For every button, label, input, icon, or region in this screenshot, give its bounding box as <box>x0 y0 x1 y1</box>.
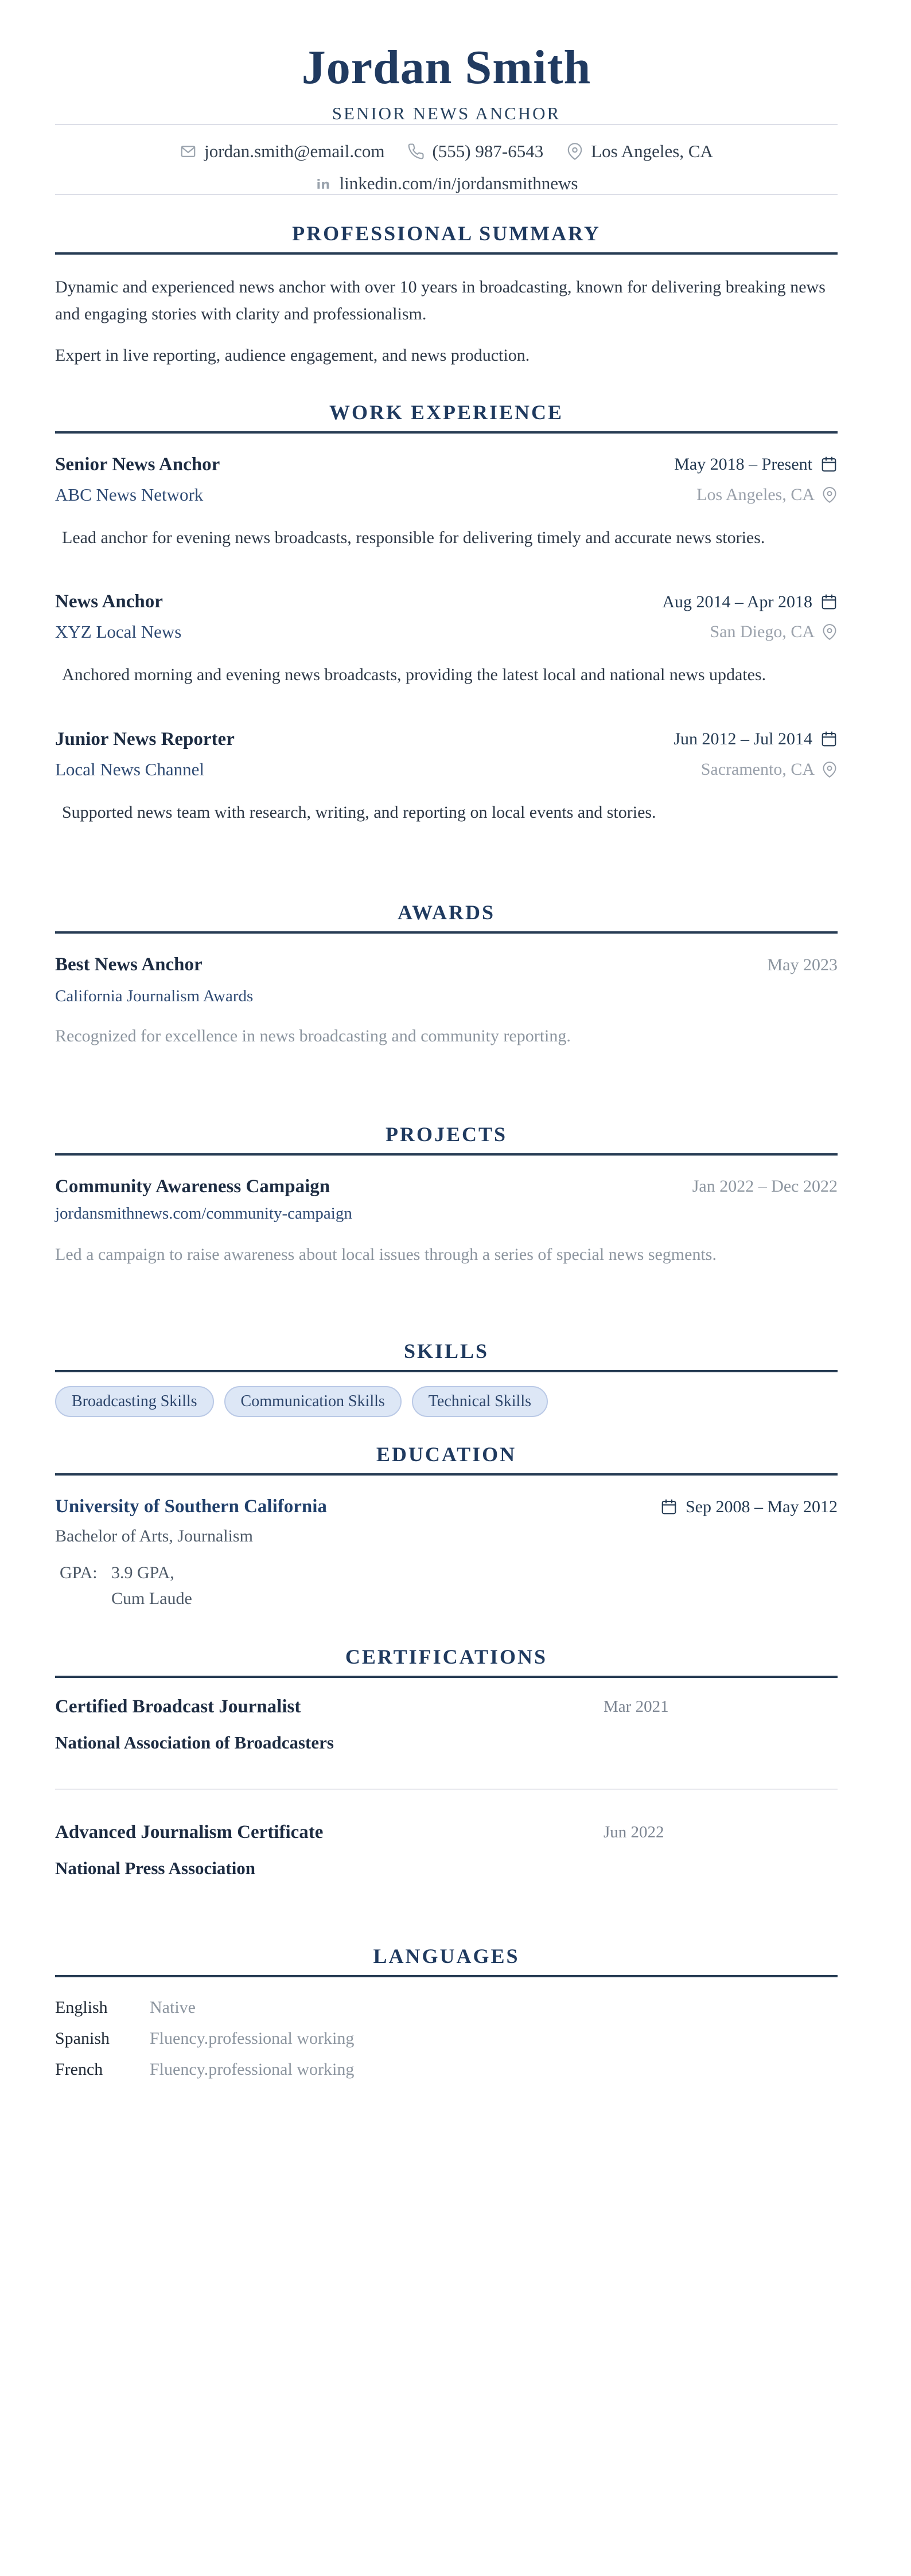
award-entry <box>55 954 838 1050</box>
project-description: Led a campaign to raise awareness about local issues through a series of special news segments. <box>55 1244 717 1264</box>
section-education <box>55 1442 838 1611</box>
language-row <box>55 2029 838 2048</box>
language-level: Native <box>150 1998 196 2017</box>
contact-location <box>566 141 713 162</box>
divider <box>55 124 838 125</box>
gpa-value: 3.9 GPA, <box>111 1563 174 1583</box>
person-job-title: SENIOR NEWS ANCHOR <box>332 103 561 124</box>
certifications-section-title: CERTIFICATIONS <box>345 1645 548 1669</box>
job-title: News Anchor <box>55 591 163 612</box>
school-name: University of Southern California <box>55 1496 327 1517</box>
resume-page <box>55 0 838 2079</box>
job-dates-text: Aug 2014 – Apr 2018 <box>662 592 812 611</box>
job-location-text: Los Angeles, CA <box>696 485 815 504</box>
certification-entry <box>55 1696 838 1753</box>
work-entry <box>55 729 838 826</box>
svg-text:in: in <box>316 177 330 193</box>
gpa-label: GPA: <box>60 1563 98 1583</box>
email-icon <box>180 143 197 160</box>
section-underline <box>55 1153 838 1156</box>
section-summary <box>55 221 838 369</box>
contact-email[interactable] <box>180 141 384 162</box>
job-location-text: San Diego, CA <box>710 622 815 642</box>
work-entry <box>55 591 838 689</box>
job-title: Junior News Reporter <box>55 728 235 750</box>
job-location <box>710 622 838 642</box>
certification-issuer: National Press Association <box>55 1858 256 1879</box>
project-entry <box>55 1176 838 1269</box>
certification-name: Advanced Journalism Certificate <box>55 1822 324 1843</box>
summary-paragraph-2: Expert in live reporting, audience engagement, and news production. <box>55 346 530 365</box>
contact-linkedin[interactable] <box>315 173 578 194</box>
work-section-title: WORK EXPERIENCE <box>329 400 564 424</box>
project-name: Community Awareness Campaign <box>55 1176 330 1197</box>
job-dates <box>673 729 838 749</box>
job-description: Anchored morning and evening news broadcasts, providing the latest local and national news updates. <box>62 665 766 685</box>
section-underline <box>55 1473 838 1476</box>
calendar-icon <box>820 456 838 473</box>
awards-section-title: AWARDS <box>397 901 496 924</box>
section-underline <box>55 1975 838 1977</box>
calendar-icon <box>660 1498 678 1516</box>
languages-list <box>55 1998 838 2079</box>
company-name: ABC News Network <box>55 484 204 505</box>
project-dates: Jan 2022 – Dec 2022 <box>692 1177 838 1196</box>
education-section-title: EDUCATION <box>376 1443 517 1466</box>
job-description: Supported news team with research, writing, and reporting on local events and stories. <box>62 802 656 822</box>
skills-section-title: SKILLS <box>403 1340 489 1363</box>
gpa-block <box>60 1560 838 1611</box>
skill-pill: Technical Skills <box>412 1386 548 1417</box>
section-underline <box>55 431 838 434</box>
section-underline <box>55 1676 838 1678</box>
person-name: Jordan Smith <box>301 41 591 94</box>
contact-linkedin-text: linkedin.com/in/jordansmithnews <box>339 173 578 194</box>
linkedin-icon <box>315 175 332 192</box>
section-languages <box>55 1944 838 2079</box>
summary-paragraph-1: Dynamic and experienced news anchor with over 10 years in broadcasting, known for delivering breaking news and engaging stories with clarity and professionalism. <box>55 278 826 323</box>
calendar-icon <box>820 594 838 611</box>
company-name: XYZ Local News <box>55 622 182 642</box>
job-dates <box>662 592 838 612</box>
section-work-experience <box>55 400 838 826</box>
work-entry <box>55 454 838 552</box>
contact-row-secondary <box>55 173 838 194</box>
job-title: Senior News Anchor <box>55 454 220 475</box>
contact-location-text: Los Angeles, CA <box>591 141 713 162</box>
calendar-icon <box>820 731 838 748</box>
degree-name: Bachelor of Arts, Journalism <box>55 1527 253 1546</box>
contact-phone-text: (555) 987-6543 <box>432 141 544 162</box>
section-skills <box>55 1339 838 1417</box>
job-location <box>696 485 838 505</box>
languages-section-title: LANGUAGES <box>373 1945 520 1968</box>
job-dates-text: Jun 2012 – Jul 2014 <box>673 729 812 749</box>
location-pin-icon <box>566 143 583 160</box>
job-dates-text: May 2018 – Present <box>674 455 812 474</box>
award-date: May 2023 <box>767 955 838 974</box>
certification-name: Certified Broadcast Journalist <box>55 1696 301 1718</box>
project-link[interactable]: jordansmithnews.com/community-campaign <box>55 1204 352 1223</box>
divider <box>55 194 838 195</box>
language-level: Fluency.professional working <box>150 2029 355 2048</box>
job-location-text: Sacramento, CA <box>700 759 815 779</box>
certification-entry <box>55 1822 838 1879</box>
summary-section-title: PROFESSIONAL SUMMARY <box>292 222 601 245</box>
certification-issuer: National Association of Broadcasters <box>55 1732 334 1753</box>
contact-row-primary <box>55 141 838 162</box>
section-underline <box>55 252 838 255</box>
education-dates-text: Sep 2008 – May 2012 <box>686 1497 838 1516</box>
section-underline <box>55 1370 838 1372</box>
language-name: French <box>55 2060 103 2079</box>
skill-pill: Communication Skills <box>224 1386 402 1417</box>
section-awards <box>55 900 838 1050</box>
gpa-honors: Cum Laude <box>111 1589 192 1609</box>
language-row <box>55 2060 838 2079</box>
education-entry <box>55 1496 838 1611</box>
language-level: Fluency.professional working <box>150 2060 355 2079</box>
divider <box>55 1789 838 1790</box>
award-organization: California Journalism Awards <box>55 987 254 1006</box>
section-projects <box>55 1122 838 1269</box>
certification-date: Jun 2022 <box>604 1823 664 1842</box>
award-description: Recognized for excellence in news broadcasting and community reporting. <box>55 1027 571 1046</box>
location-pin-icon <box>822 762 838 778</box>
contact-email-text: jordan.smith@email.com <box>204 141 385 162</box>
projects-section-title: PROJECTS <box>385 1122 508 1146</box>
award-name: Best News Anchor <box>55 954 203 975</box>
job-location <box>701 760 838 779</box>
location-pin-icon <box>822 487 838 503</box>
resume-header <box>55 41 838 195</box>
job-dates <box>674 455 838 474</box>
job-description: Lead anchor for evening news broadcasts, responsible for delivering timely and accurate news stories. <box>62 528 765 547</box>
skills-pill-list <box>55 1386 838 1417</box>
language-name: English <box>55 1998 108 2017</box>
language-name: Spanish <box>55 2029 110 2048</box>
company-name: Local News Channel <box>55 759 204 779</box>
language-row <box>55 1998 838 2017</box>
section-certifications <box>55 1645 838 1879</box>
phone-icon <box>407 143 425 160</box>
section-underline <box>55 931 838 934</box>
contact-phone[interactable] <box>407 141 543 162</box>
skill-pill: Broadcasting Skills <box>55 1386 214 1417</box>
location-pin-icon <box>822 624 838 640</box>
certification-date: Mar 2021 <box>604 1697 669 1716</box>
education-dates <box>660 1497 838 1517</box>
